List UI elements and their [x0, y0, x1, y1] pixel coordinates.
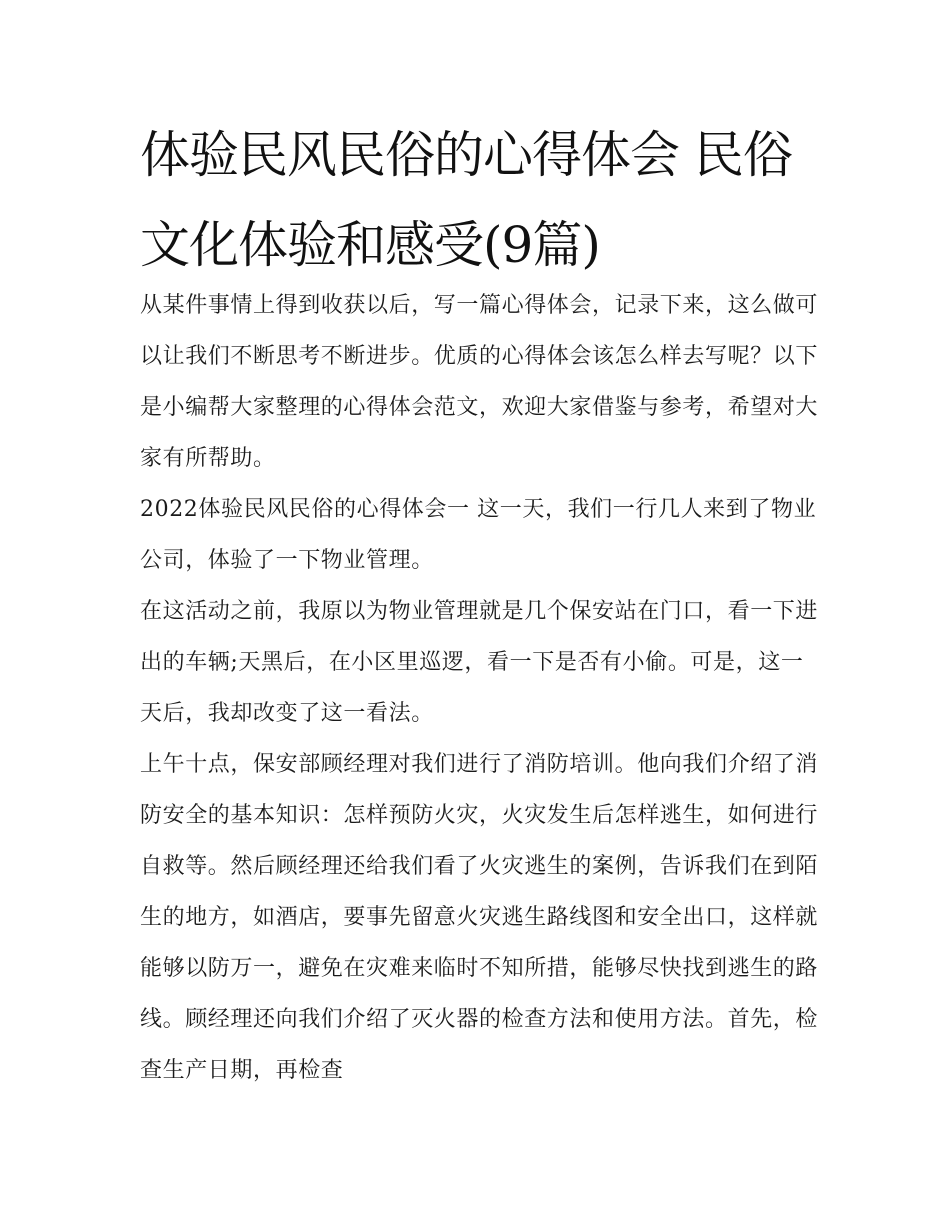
paragraph-2: 在这活动之前，我原以为物业管理就是几个保安站在门口，看一下进出的车辆;天黑后，在小区里巡逻，看一下是否有小偷。可是，这一天后，我却改变了这一看法。	[140, 599, 819, 726]
paragraph-3: 上午十点，保安部顾经理对我们进行了消防培训。他向我们介绍了消防安全的基本知识：怎样预防火灾，火灾发生后怎样逃生，如何进行自救等。然后顾经理还给我们看了火灾逃生的案例，告诉我们在到陌生的地方，如酒店，要事先留意火灾逃生路线图和安全出口，这样就能够以防万一，避免在灾难来临时不知所措，能够尽快找到逃生的路线。顾经理还向我们介绍了灭火器的检查方法和使用方法。首先，检查生产日期，再检查	[140, 752, 819, 1083]
paragraph-1: 2022体验民风民俗的心得体会一 这一天，我们一行几人来到了物业公司，体验了一下物业管理。	[140, 497, 817, 573]
paragraph-intro: 从某件事情上得到收获以后，写一篇心得体会，记录下来，这么做可以让我们不断思考不断进步。优质的心得体会该怎么样去写呢？以下是小编帮大家整理的心得体会范文，欢迎大家借鉴与参考，希望对大家有所帮助。	[140, 293, 819, 471]
document-body	[140, 280, 820, 1096]
document-title: 体验民风民俗的心得体会 民俗文化体验和感受(9篇)	[140, 126, 792, 274]
